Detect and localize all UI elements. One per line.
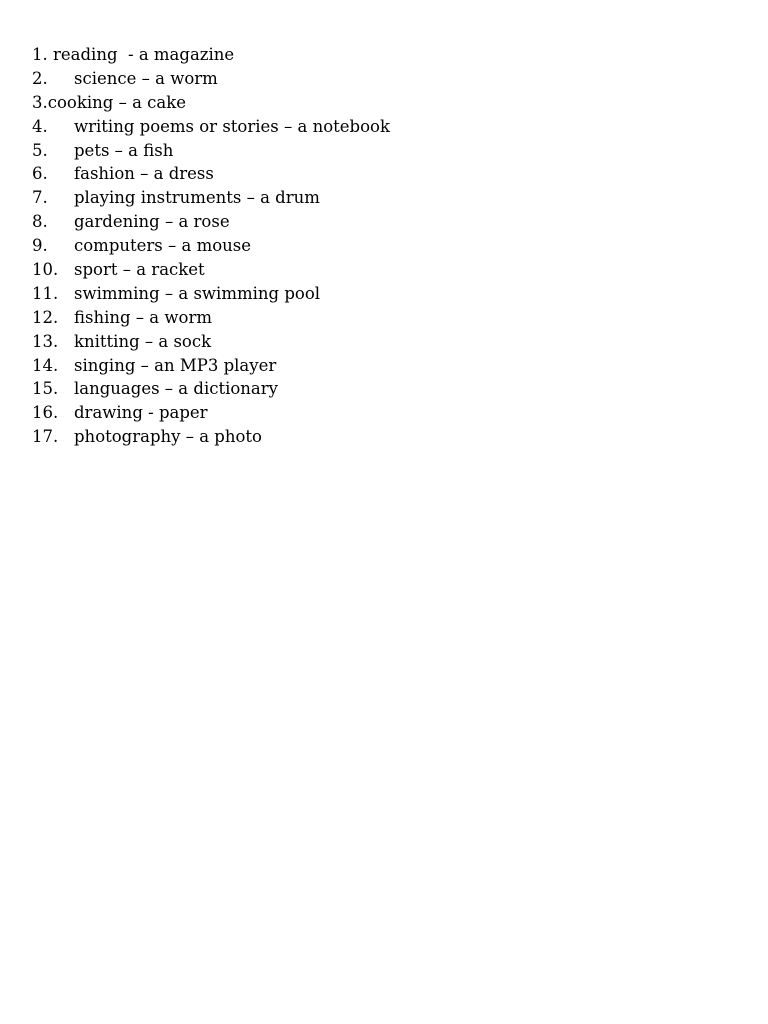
list-item: [32, 330, 390, 354]
list-item: [32, 186, 390, 210]
item-number: 6.: [32, 164, 48, 184]
list-item: [32, 67, 390, 91]
list-item: [32, 258, 390, 282]
item-number: 5.: [32, 140, 48, 160]
item-text: writing poems or stories – a notebook: [74, 116, 390, 136]
list-item: [32, 425, 390, 449]
list-item: [32, 377, 390, 401]
item-text: pets – a fish: [74, 140, 174, 160]
item-text: gardening – a rose: [74, 212, 230, 232]
item-text: sport – a racket: [74, 260, 205, 280]
item-text: photography – a photo: [74, 427, 262, 447]
item-text: cooking – a cake: [47, 92, 186, 112]
item-text: science – a worm: [74, 68, 218, 88]
list-item: [32, 401, 390, 425]
item-number: 2.: [32, 68, 48, 88]
list-item: [32, 306, 390, 330]
list-item: [32, 354, 390, 378]
item-number: 4.: [32, 116, 48, 136]
list-item: [32, 115, 390, 139]
item-text: singing – an MP3 player: [74, 355, 277, 375]
list-item: [32, 162, 390, 186]
item-number: 1.: [32, 45, 48, 64]
item-text: computers – a mouse: [74, 236, 252, 256]
item-text: fishing – a worm: [74, 307, 212, 327]
hobby-list: [32, 43, 390, 449]
item-number: 12.: [32, 307, 59, 327]
item-number: 13.: [32, 331, 59, 351]
item-number: 11.: [32, 283, 59, 303]
item-number: 17.: [32, 427, 59, 447]
list-item: [32, 43, 390, 67]
item-text: languages – a dictionary: [74, 379, 278, 399]
item-number: 16.: [32, 403, 59, 423]
list-item: [32, 91, 390, 115]
item-number: 15.: [32, 379, 59, 399]
list-item: [32, 139, 390, 163]
item-text: reading - a magazine: [47, 45, 235, 64]
item-text: fashion – a dress: [74, 164, 214, 184]
item-number: 8.: [32, 212, 48, 232]
item-number: 14.: [32, 355, 59, 375]
item-text: drawing - paper: [74, 403, 208, 423]
item-text: playing instruments – a drum: [74, 188, 320, 208]
item-number: 7.: [32, 188, 48, 208]
item-number: 3.: [32, 92, 48, 112]
list-item: [32, 282, 390, 306]
item-number: 10.: [32, 260, 59, 280]
list-item: [32, 234, 390, 258]
list-item: [32, 210, 390, 234]
item-text: swimming – a swimming pool: [74, 283, 321, 303]
item-number: 9.: [32, 236, 48, 256]
item-text: knitting – a sock: [74, 331, 212, 351]
